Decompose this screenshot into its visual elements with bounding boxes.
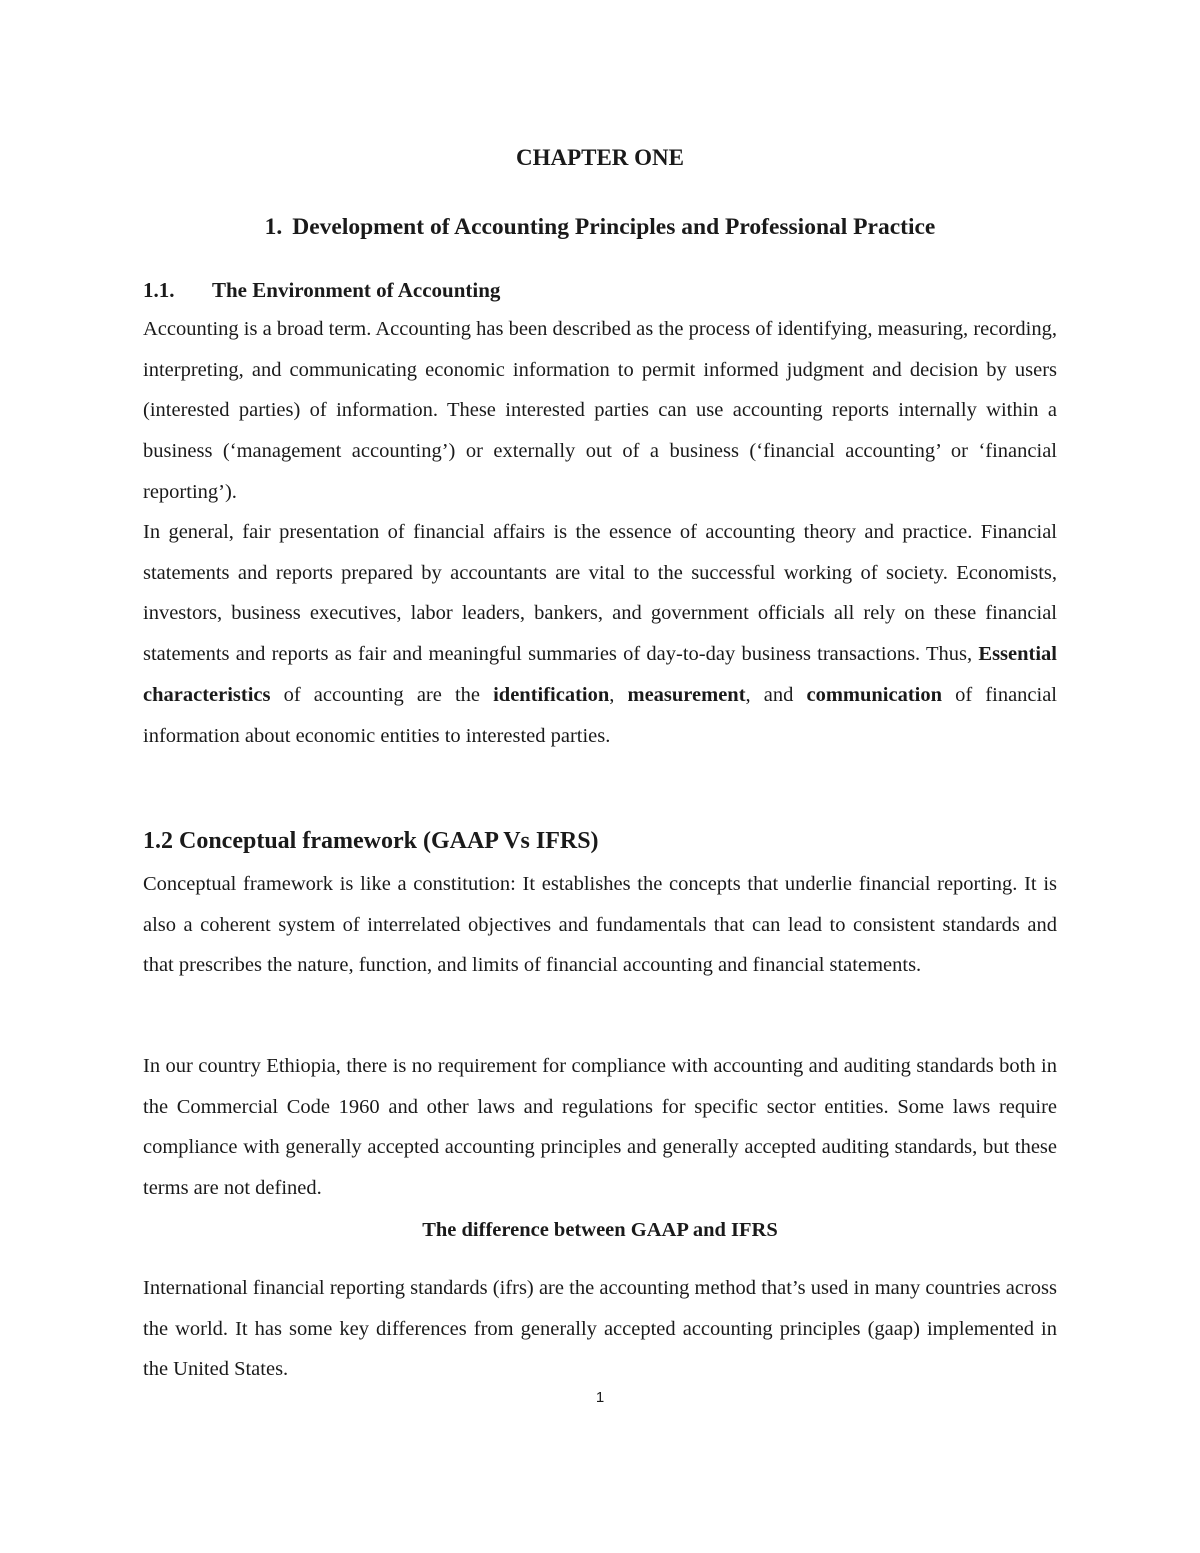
bold-measurement: measurement: [627, 683, 746, 706]
bold-communication: communication: [806, 683, 943, 706]
para2-before: In general, fair presentation of financial affairs is the essence of accounting theory and practice. Financial statements and reports prepared by accountants are vital to the successful working of society. Economists, investors, business executives, labor leaders, bankers, and government officials all rely on these financial statements and reports as fair and meaningful summaries of day-to-day business transactions. Thus,: [143, 521, 1057, 666]
heading-gaap-ifrs-difference: The difference between GAAP and IFRS: [422, 1219, 778, 1241]
paragraph-fair-presentation: [143, 512, 1057, 756]
para2-mid3: , and: [745, 683, 807, 706]
heading-1-1-text: The Environment of Accounting: [212, 278, 501, 302]
heading-1-2: 1.2 Conceptual framework (GAAP Vs IFRS): [143, 828, 599, 854]
heading-1-1: [143, 276, 500, 304]
heading-1-text: Development of Accounting Principles and Professional Practice: [292, 214, 936, 240]
heading-1: [0, 211, 1200, 243]
paragraph-conceptual-framework: Conceptual framework is like a constitution: It establishes the concepts that underlie financial reporting. It is also a coherent system of interrelated objectives and fundamentals that can lead to consistent standards and that prescribes the nature, function, and limits of financial accounting and financial statements.: [143, 873, 1057, 977]
heading-1-1-number: 1.1.: [143, 278, 175, 302]
page-number: 1: [595, 1389, 605, 1406]
chapter-title: CHAPTER ONE: [515, 145, 685, 170]
para2-mid1: of accounting are the: [270, 683, 494, 706]
paragraph-environment: Accounting is a broad term. Accounting has been described as the process of identifying, measuring, recording, interpreting, and communicating economic information to permit informed judgment and decision by users (interested parties) of information. These interested parties can use accounting reports internally within a business (‘management accounting’) or externally out of a business (‘financial accounting’ or ‘financial reporting’).: [143, 318, 1057, 503]
para2-mid2: ,: [609, 683, 628, 706]
para2-after: of financial information about economic entities to interested parties.: [143, 683, 1058, 747]
paragraph-ifrs: International financial reporting standards (ifrs) are the accounting method that’s used in many countries across the world. It has some key differences from generally accepted accounting principles (gaap) implemented in the United States.: [143, 1277, 1057, 1381]
bold-identification: identification: [493, 683, 610, 706]
paragraph-ethiopia: In our country Ethiopia, there is no requirement for compliance with accounting and auditing standards both in the Commercial Code 1960 and other laws and regulations for specific sector entities. Some laws require compliance with generally accepted accounting principles and generally accepted auditing standards, but these terms are not defined.: [143, 1055, 1057, 1200]
bold-essential-characteristics: Essential characteristics: [143, 643, 1057, 706]
heading-1-number: 1.: [264, 214, 283, 240]
